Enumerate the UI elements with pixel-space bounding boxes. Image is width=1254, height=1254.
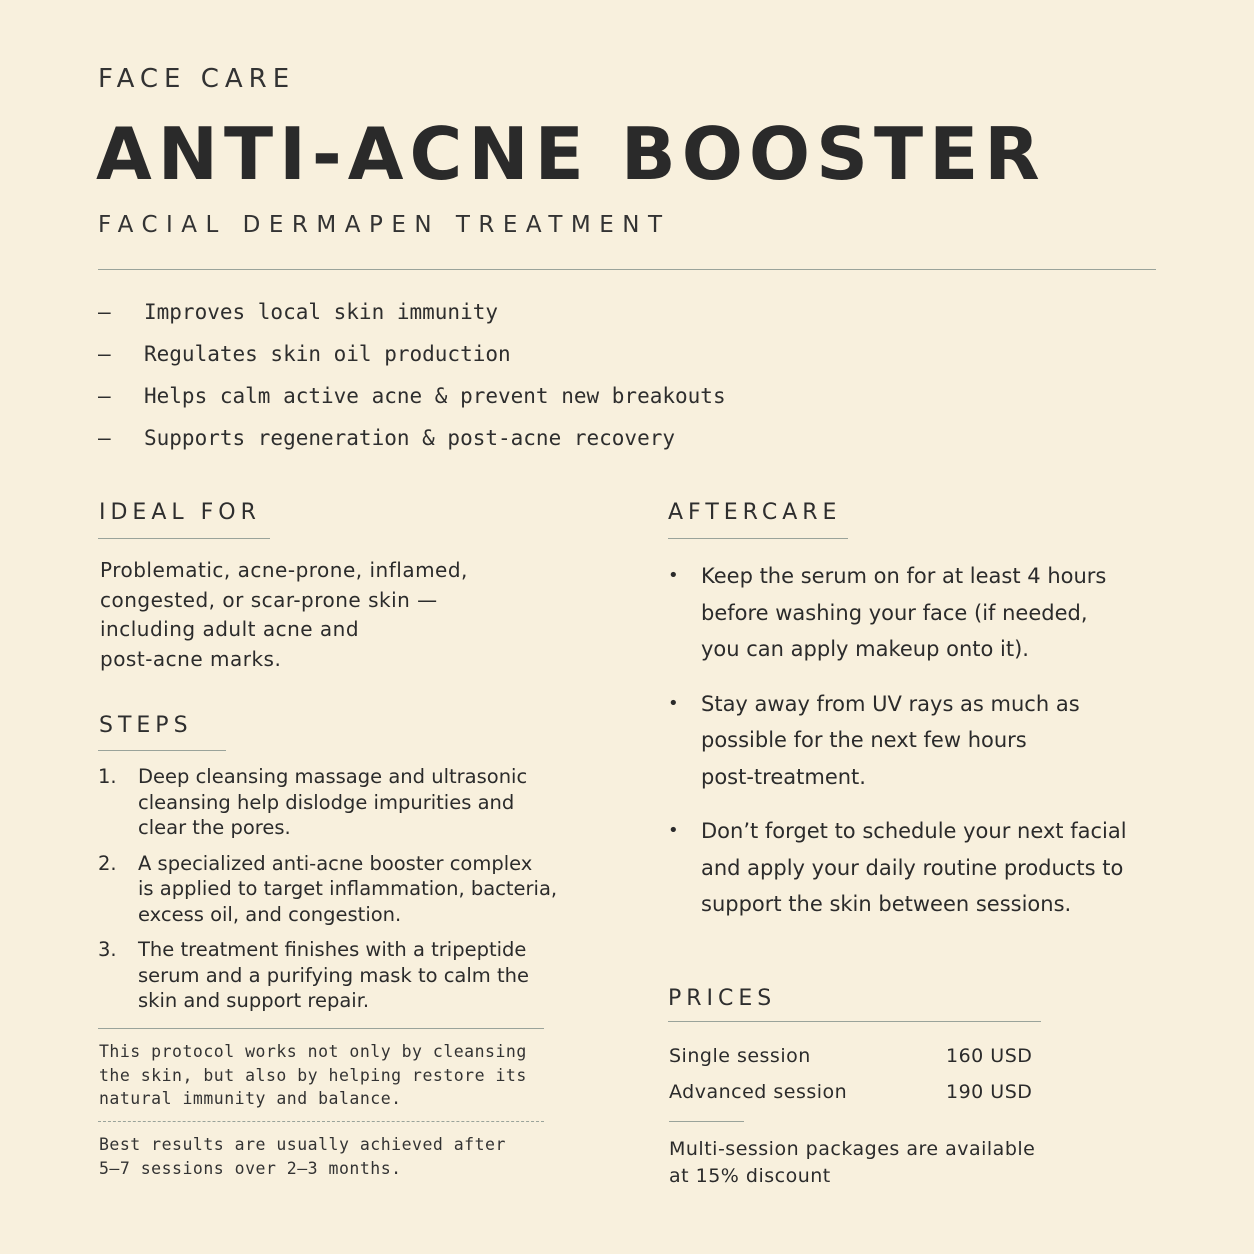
protocol-note: This protocol works not only by cleansing the skin, but also by helping restore its natural immunity and balance. — [99, 1042, 527, 1108]
step-number: 2. — [98, 851, 117, 875]
step-number: 3. — [98, 938, 117, 961]
aftercare-text: Don’t forget to schedule your next facial and apply your daily routine products to support the skin between sessions. — [701, 819, 1127, 916]
prices-heading: PRICES — [668, 986, 777, 1011]
bullet-icon: • — [668, 565, 679, 586]
dash-icon: — — [98, 426, 111, 450]
header-divider — [98, 269, 1156, 270]
results-note: Best results are usually achieved after 5–7 sessions over 2–3 months. — [99, 1135, 506, 1178]
steps-list — [98, 764, 568, 1024]
bullet-icon: • — [668, 820, 679, 841]
steps-underline — [98, 750, 226, 751]
list-item — [98, 764, 568, 841]
dash-icon: — — [98, 342, 111, 366]
page-title: ANTI-ACNE BOOSTER — [96, 112, 1046, 196]
price-amount: 190 USD — [946, 1081, 1033, 1103]
list-item — [668, 686, 1158, 796]
price-amount: 160 USD — [946, 1045, 1033, 1067]
dash-icon: — — [98, 384, 111, 408]
ideal-for-heading: IDEAL FOR — [99, 500, 261, 525]
aftercare-underline — [668, 538, 848, 539]
list-item — [98, 296, 726, 338]
prices-underline — [668, 1021, 1041, 1022]
benefit-text: Improves local skin immunity — [144, 300, 499, 324]
aftercare-heading: AFTERCARE — [668, 500, 842, 525]
aftercare-list — [668, 558, 1158, 941]
benefit-text: Supports regeneration & post-acne recovery — [144, 426, 676, 450]
dashed-divider — [98, 1121, 544, 1122]
step-number: 1. — [98, 765, 117, 788]
ideal-for-underline — [98, 538, 270, 539]
step-text: Deep cleansing massage and ultrasonic cleansing help dislodge impurities and clear the pores. — [138, 765, 528, 839]
aftercare-text: Stay away from UV rays as much as possible for the next few hours post-treatment. — [701, 691, 1080, 789]
bullet-icon: • — [668, 692, 679, 714]
benefit-text: Regulates skin oil production — [144, 342, 511, 366]
list-item — [98, 937, 568, 1014]
list-item — [668, 558, 1158, 668]
list-item — [98, 380, 726, 422]
list-item — [98, 851, 568, 928]
notes-divider — [98, 1028, 544, 1029]
ideal-for-text: Problematic, acne-prone, inflamed, congested, or scar-prone skin — including adult acne and post-acne marks. — [100, 558, 468, 671]
dash-icon: — — [98, 300, 111, 324]
price-label: Advanced session — [669, 1081, 848, 1103]
steps-heading: STEPS — [99, 713, 193, 738]
step-text: A specialized anti-acne booster complex is applied to target inflammation, bacteria, excess oil, and congestion. — [138, 851, 558, 926]
benefit-text: Helps calm active acne & prevent new breakouts — [144, 384, 726, 408]
page-subtitle: FACIAL DERMAPEN TREATMENT — [98, 212, 671, 238]
list-item — [98, 338, 726, 380]
list-item — [98, 422, 726, 464]
benefits-list — [98, 296, 726, 464]
prices-divider — [669, 1121, 744, 1122]
aftercare-text: Keep the serum on for at least 4 hours before washing your face (if needed, you can apply makeup onto it). — [701, 564, 1107, 661]
list-item — [668, 813, 1158, 923]
step-text: The treatment finishes with a tripeptide serum and a purifying mask to calm the skin and support repair. — [138, 938, 529, 1012]
category-label: FACE CARE — [98, 64, 296, 94]
packages-note: Multi-session packages are available at 15% discount — [669, 1138, 1036, 1187]
price-label: Single session — [669, 1045, 811, 1067]
